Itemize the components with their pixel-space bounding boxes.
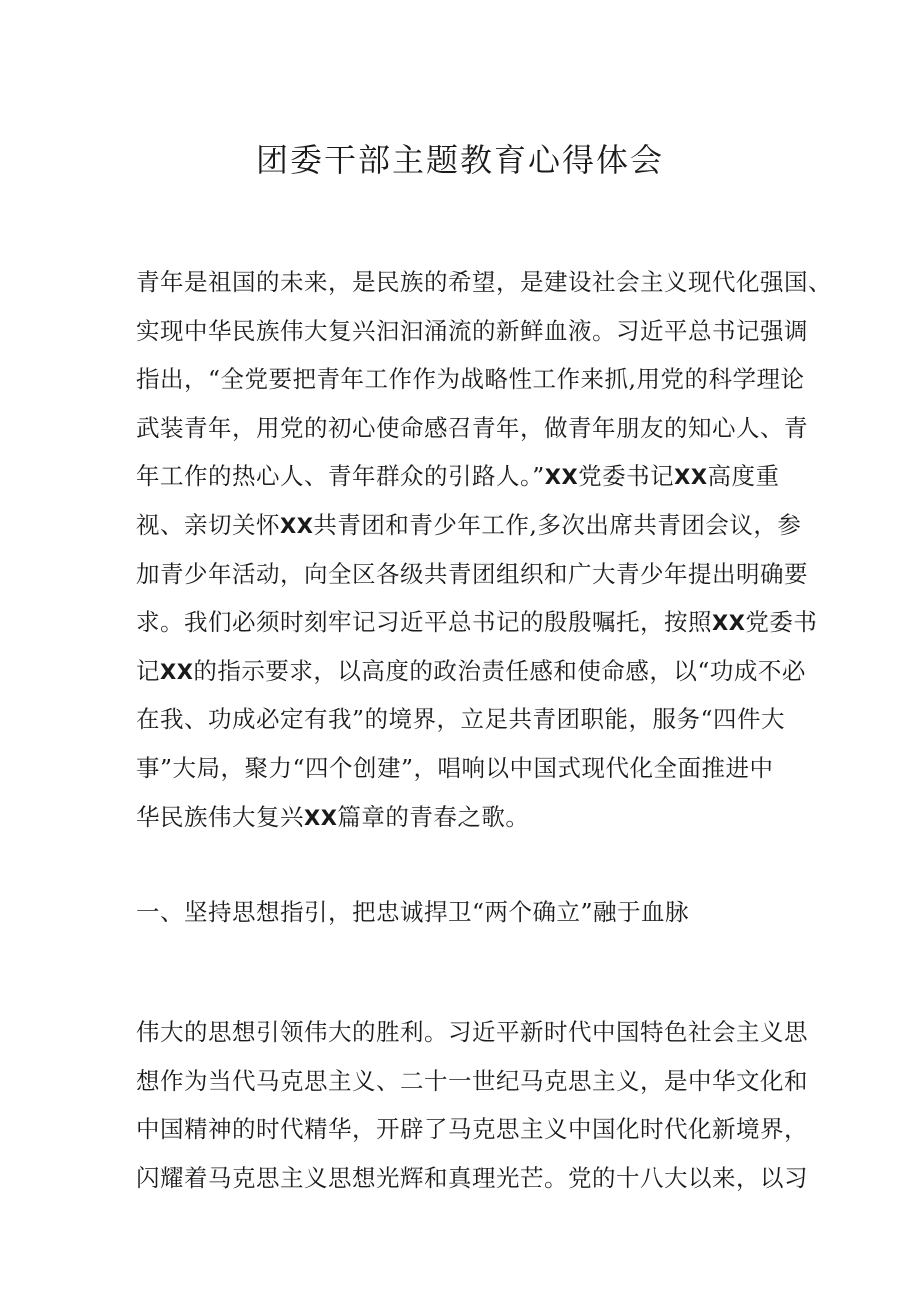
paragraph-line: 华民族伟大复兴XX篇章的青春之歌。 [136,802,530,831]
paragraph-line: 闪耀着马克思主义思想光辉和真理光芒。党的十八大以来，以习 [136,1163,808,1192]
paragraph-line: 指出，“全党要把青年工作作为战略性工作来抓,用党的科学理论 [136,365,805,394]
paragraph-line: 求。我们必须时刻牢记习近平总书记的殷殷嘱托，按照XX党委书 [136,608,818,637]
paragraph-intro [136,258,832,841]
placeholder-xx: XX [280,513,314,538]
placeholder-xx: XX [160,659,194,684]
placeholder-xx: XX [674,465,708,490]
paragraph-line: 实现中华民族伟大复兴汩汩涌流的新鲜血液。习近平总书记强调 [136,316,808,345]
placeholder-xx: XX [712,611,746,636]
paragraph-line: 伟大的思想引领伟大的胜利。习近平新时代中国特色社会主义思 [136,1018,808,1046]
placeholder-xx: XX [304,805,338,830]
paragraph-line: 中国精神的时代精华，开辟了马克思主义中国化时代化新境界， [136,1115,808,1144]
paragraph-line: 视、亲切关怀XX共青团和青少年工作,多次出席共青团会议，参 [136,510,802,539]
paragraph-line: 加青少年活动，向全区各级共青团组织和广大青少年提出明确要 [136,559,808,588]
paragraph-section1 [136,1008,808,1202]
section-heading: 一、坚持思想指引，把忠诚捍卫“两个确立”融于血脉 [136,898,690,926]
paragraph-line: 在我、功成必定有我”的境界，立足共青团职能，服务“四件大 [136,705,786,734]
paragraph-line: 青年是祖国的未来，是民族的希望，是建设社会主义现代化强国、 [136,268,832,296]
paragraph-line: 记XX的指示要求，以高度的政治责任感和使命感，以“功成不必 [136,656,806,685]
document-title: 团委干部主题教育心得体会 [255,141,664,179]
placeholder-xx: XX [544,465,579,490]
paragraph-line: 事”大局，聚力“四个创建”，唱响以中国式现代化全面推进中 [136,753,774,782]
paragraph-line: 武装青年，用党的初心使命感召青年，做青年朋友的知心人、青 [136,413,808,442]
paragraph-line: 想作为当代马克思主义、二十一世纪马克思主义，是中华文化和 [136,1066,808,1095]
paragraph-line: 年工作的热心人、青年群众的引路人。”XX党委书记XX高度重 [136,462,780,491]
